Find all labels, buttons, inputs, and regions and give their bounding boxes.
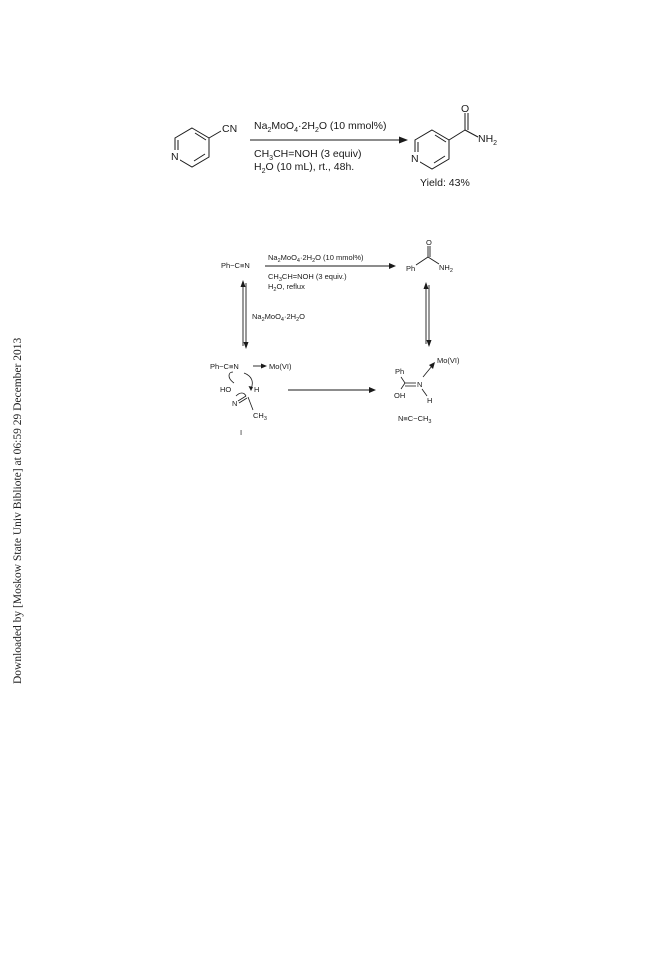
cond3-p2: O (10 mL), rt., 48h. bbox=[265, 161, 355, 173]
scheme-2 bbox=[210, 238, 460, 437]
right-equilibrium-arrows bbox=[424, 282, 432, 347]
scheme2-top-arrow-head bbox=[389, 263, 396, 269]
cond1-p1: Na bbox=[254, 120, 268, 132]
eq-s2: 4 bbox=[280, 317, 284, 323]
s2c3-p1: H bbox=[268, 282, 274, 291]
s2c2-p1: CH bbox=[268, 272, 279, 281]
imidate-mo-vi: Mo(VI) bbox=[437, 356, 460, 365]
cond2-p2: CH=NOH (3 equiv) bbox=[273, 148, 362, 160]
s2c2-s1: 3 bbox=[278, 277, 282, 283]
scheme2-bottom-arrow-head bbox=[369, 387, 376, 393]
coordination-arrow-head bbox=[261, 364, 267, 369]
cond1-p4: O (10 mmol%) bbox=[318, 120, 387, 132]
cond1-s1: 2 bbox=[267, 127, 272, 134]
oxime-ch-sub: 3 bbox=[263, 416, 267, 422]
imidate-oh: OH bbox=[394, 391, 406, 400]
byproduct-text: N≡C−CH bbox=[398, 414, 429, 423]
s2c2-p2: CH=NOH (3 equiv.) bbox=[281, 272, 347, 281]
s2c1-p4: O (10 mmol%) bbox=[315, 253, 364, 262]
complex-mo-vi: Mo(VI) bbox=[269, 362, 292, 371]
s2c1-p2: MoO bbox=[280, 253, 297, 262]
download-watermark: Downloaded by [Moskow State Univ Bibliote] at 06:59 29 December 2013 bbox=[12, 337, 24, 684]
cond1-s2: 4 bbox=[294, 127, 299, 134]
cond2-s1: 3 bbox=[269, 155, 274, 162]
cond1-s3: 2 bbox=[314, 127, 319, 134]
amide-sub: 2 bbox=[493, 140, 498, 147]
s2c3-p2: O, reflux bbox=[276, 282, 305, 291]
equilibrium-label bbox=[252, 312, 305, 323]
scheme-1 bbox=[170, 103, 497, 189]
intermediate-label-i: I bbox=[240, 428, 243, 437]
scheme1-condition-1 bbox=[254, 120, 387, 134]
scheme2-start-nitrile: Ph−C≡N bbox=[221, 261, 250, 270]
left-equilibrium-arrows bbox=[241, 280, 249, 349]
s2c1-p3: ·2H bbox=[299, 253, 313, 262]
eq-p1: Na bbox=[252, 312, 262, 321]
product-isonicotinamide bbox=[410, 113, 478, 169]
cond1-p3: ·2H bbox=[298, 120, 315, 132]
oxime-ch: CH bbox=[253, 411, 264, 420]
amide-nh: NH bbox=[478, 133, 494, 145]
byproduct-acetonitrile bbox=[398, 414, 431, 425]
cond3-p1: H bbox=[254, 161, 262, 173]
oxime-bonds bbox=[238, 396, 253, 410]
cond3-s1: 2 bbox=[261, 168, 266, 175]
s2c1-s1: 2 bbox=[277, 258, 281, 264]
scheme1-yield: Yield: 43% bbox=[420, 177, 470, 189]
scheme2-condition-1 bbox=[268, 253, 364, 264]
scheme2-condition-3 bbox=[268, 282, 305, 293]
benz-nh-sub: 2 bbox=[449, 268, 453, 274]
product-ring-n: N bbox=[411, 153, 419, 165]
mechanism-curved-arrows bbox=[229, 372, 253, 396]
benzamide-ph: Ph bbox=[406, 264, 416, 273]
eq-p4: O bbox=[299, 312, 305, 321]
scheme1-condition-2 bbox=[254, 148, 361, 162]
s2c1-p1: Na bbox=[268, 253, 278, 262]
product-carbonyl-o: O bbox=[461, 103, 470, 115]
benzamide-nh2 bbox=[439, 263, 453, 274]
imidate-h: H bbox=[427, 396, 433, 405]
s2c3-s1: 2 bbox=[273, 287, 277, 293]
oxime-ho: HO bbox=[220, 385, 232, 394]
benzamide-o: O bbox=[426, 238, 432, 247]
s2c1-s2: 4 bbox=[296, 258, 300, 264]
eq-p3: ·2H bbox=[283, 312, 297, 321]
benz-nh: NH bbox=[439, 263, 450, 272]
imidate-n: N bbox=[417, 380, 423, 389]
oxime-ch3 bbox=[253, 411, 267, 422]
eq-p2: MoO bbox=[264, 312, 281, 321]
cond1-p2: MoO bbox=[271, 120, 295, 132]
scheme1-condition-3 bbox=[254, 161, 354, 175]
cond2-p1: CH bbox=[254, 148, 270, 160]
eq-s3: 2 bbox=[296, 317, 300, 323]
complex-nitrile: Ph−C≡N bbox=[210, 362, 239, 371]
oxime-n: N bbox=[232, 399, 238, 408]
reactant-ring-n: N bbox=[171, 151, 179, 163]
byproduct-sub: 3 bbox=[428, 419, 432, 425]
scheme2-benzamide bbox=[416, 246, 439, 265]
s2c1-s3: 2 bbox=[312, 258, 316, 264]
eq-s1: 2 bbox=[261, 317, 265, 323]
reactant-cn-label: CN bbox=[222, 123, 238, 135]
imidate-ph: Ph bbox=[395, 367, 405, 376]
scheme1-arrow-head bbox=[399, 137, 408, 144]
oxime-h: H bbox=[254, 385, 260, 394]
product-amide-nh2 bbox=[478, 133, 497, 147]
